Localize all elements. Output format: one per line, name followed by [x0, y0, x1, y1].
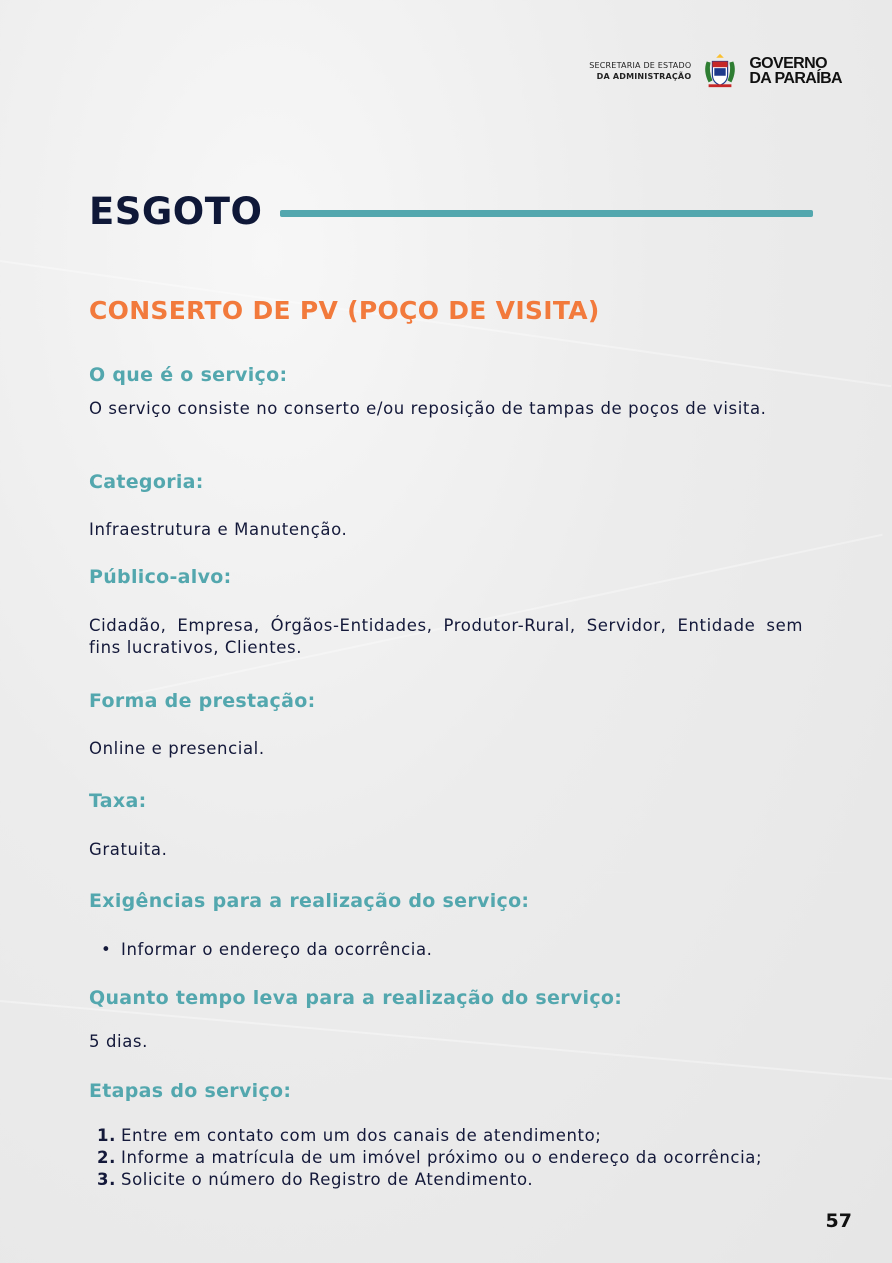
page-header: [589, 52, 842, 90]
section-category: [89, 471, 803, 541]
page-title: ESGOTO: [89, 190, 263, 233]
section-text: Online e presencial.: [89, 739, 265, 758]
page-title-row: [89, 190, 813, 233]
section-text: Infraestrutura e Manutenção.: [89, 520, 348, 539]
section-text: O serviço consiste no conserto e/ou reposição de tampas de poços de visita.: [89, 399, 767, 418]
section-heading: Categoria:: [89, 471, 204, 493]
list-item: • Informar o endereço da ocorrência.: [121, 939, 803, 961]
section-heading: Taxa:: [89, 790, 147, 812]
secretaria-label: SECRETARIA DE ESTADO DA ADMINISTRAÇÃO: [589, 61, 692, 81]
section-fee: [89, 790, 803, 861]
section-what: [89, 364, 803, 420]
section-heading: Quanto tempo leva para a realização do serviço:: [89, 987, 623, 1009]
section-heading: Público-alvo:: [89, 566, 232, 588]
page-number: 57: [825, 1210, 852, 1232]
requirements-list: [89, 939, 803, 961]
governo-logo-text: GOVERNO DA PARAÍBA: [749, 55, 842, 87]
section-heading: Exigências para a realização do serviço:: [89, 890, 530, 912]
section-steps: [89, 1080, 803, 1191]
section-requirements: [89, 890, 803, 961]
title-underline: [280, 210, 813, 217]
section-form: [89, 690, 803, 760]
section-text: Cidadão, Empresa, Órgãos-Entidades, Produtor-Rural, Servidor, Entidade sem fins lucrativos, Clientes.: [89, 616, 803, 657]
service-title: CONSERTO DE PV (POÇO DE VISITA): [89, 296, 600, 325]
coat-of-arms-icon: [701, 52, 739, 90]
section-text: 5 dias.: [89, 1032, 148, 1051]
list-item: 3. Solicite o número do Registro de Atendimento.: [97, 1170, 534, 1189]
section-heading: O que é o serviço:: [89, 364, 288, 386]
section-time: [89, 987, 803, 1053]
section-heading: Etapas do serviço:: [89, 1080, 292, 1102]
list-item: 1. Entre em contato com um dos canais de atendimento;: [97, 1126, 602, 1145]
steps-list: [89, 1125, 803, 1191]
list-item: 2. Informe a matrícula de um imóvel próximo ou o endereço da ocorrência;: [97, 1148, 763, 1167]
section-heading: Forma de prestação:: [89, 690, 316, 712]
section-audience: [89, 566, 803, 659]
section-text: Gratuita.: [89, 840, 168, 859]
